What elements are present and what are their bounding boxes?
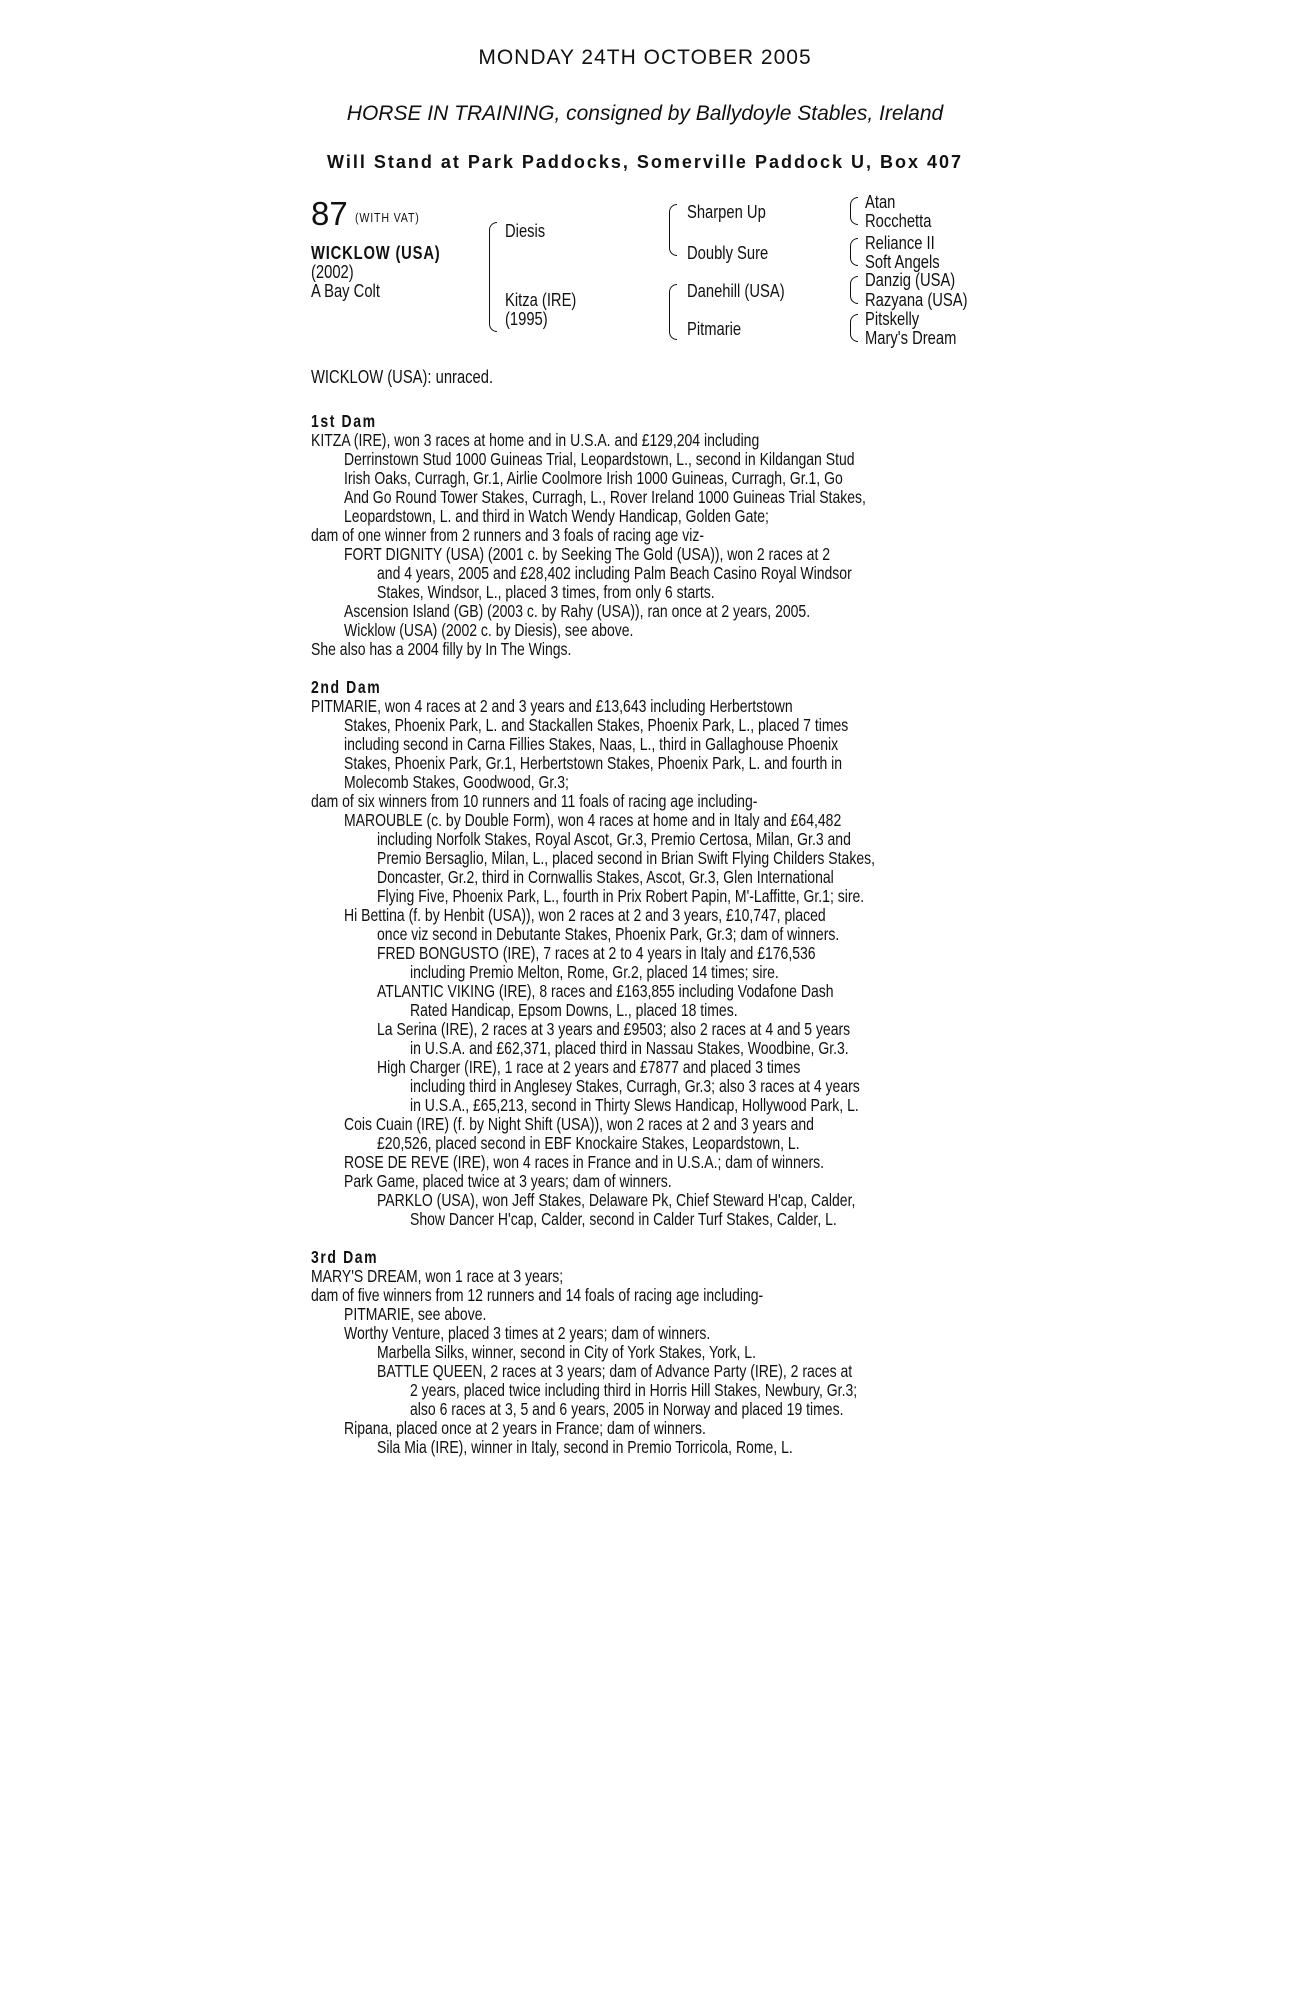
record-line: once viz second in Debutante Stakes, Phoenix Park, Gr.3; dam of winners. bbox=[377, 924, 840, 944]
pedigree-g3-danzig: Danzig (USA) bbox=[865, 270, 956, 290]
record-line: PARKLO (USA), won Jeff Stakes, Delaware Pk, Chief Steward H'cap, Calder, bbox=[377, 1190, 856, 1210]
horse-name: WICKLOW (USA) bbox=[311, 243, 441, 263]
record-line: High Charger (IRE), 1 race at 2 years and £7877 and placed 3 times bbox=[377, 1057, 801, 1077]
record-line: FRED BONGUSTO (IRE), 7 races at 2 to 4 years in Italy and £176,536 bbox=[377, 943, 816, 963]
record-line: ROSE DE REVE (IRE), won 4 races in France and in U.S.A.; dam of winners. bbox=[344, 1152, 825, 1172]
record-line: including Norfolk Stakes, Royal Ascot, Gr.3, Premio Certosa, Milan, Gr.3 and bbox=[377, 829, 851, 849]
pedigree-g3-atan: Atan bbox=[865, 192, 896, 212]
record-line: 2 years, placed twice including third in Horris Hill Stakes, Newbury, Gr.3; bbox=[410, 1380, 858, 1400]
record-line: 2nd Dam bbox=[311, 677, 382, 697]
pedigree-sire: Diesis bbox=[505, 221, 546, 241]
pedigree-brace-sire-dam bbox=[489, 222, 497, 332]
record-line: also 6 races at 3, 5 and 6 years, 2005 in Norway and placed 19 times. bbox=[410, 1399, 844, 1419]
record-line: ATLANTIC VIKING (IRE), 8 races and £163,855 including Vodafone Dash bbox=[377, 981, 834, 1001]
stand-location: Will Stand at Park Paddocks, Somerville Paddock U, Box 407 bbox=[326, 152, 964, 172]
horse-description: A Bay Colt bbox=[311, 281, 380, 301]
pedigree-brace-g3-4 bbox=[850, 314, 858, 342]
record-line: in U.S.A., £65,213, second in Thirty Slews Handicap, Hollywood Park, L. bbox=[410, 1095, 859, 1115]
record-line: Flying Five, Phoenix Park, L., fourth in Prix Robert Papin, M'-Laffitte, Gr.1; sire. bbox=[377, 886, 865, 906]
record-line: PITMARIE, see above. bbox=[344, 1304, 487, 1324]
record-line: Rated Handicap, Epsom Downs, L., placed 18 times. bbox=[410, 1000, 738, 1020]
record-line: Derrinstown Stud 1000 Guineas Trial, Leopardstown, L., second in Kildangan Stud bbox=[344, 449, 855, 469]
lot-number: 87 bbox=[311, 195, 348, 232]
pedigree-brace-sire-parents bbox=[669, 204, 677, 256]
pedigree-brace-dam-parents bbox=[669, 284, 677, 340]
pedigree-dam-sire: Danehill (USA) bbox=[687, 281, 785, 301]
race-summary: WICKLOW (USA): unraced. bbox=[311, 367, 494, 387]
pedigree-sire-dam: Doubly Sure bbox=[687, 243, 769, 263]
record-line: FORT DIGNITY (USA) (2001 c. by Seeking The Gold (USA)), won 2 races at 2 bbox=[344, 544, 831, 564]
record-line: and 4 years, 2005 and £28,402 including Palm Beach Casino Royal Windsor bbox=[377, 563, 852, 583]
pedigree-g3-reliance: Reliance II bbox=[865, 233, 935, 253]
pedigree-brace-g3-2 bbox=[850, 238, 858, 266]
record-line: Wicklow (USA) (2002 c. by Diesis), see above. bbox=[344, 620, 634, 640]
record-line: Doncaster, Gr.2, third in Cornwallis Stakes, Ascot, Gr.3, Glen International bbox=[377, 867, 834, 887]
pedigree-g3-pitskelly: Pitskelly bbox=[865, 309, 920, 329]
pedigree-g3-marys-dream: Mary's Dream bbox=[865, 328, 957, 348]
pedigree-sire-sire: Sharpen Up bbox=[687, 202, 766, 222]
record-line: Stakes, Windsor, L., placed 3 times, from only 6 starts. bbox=[377, 582, 715, 602]
record-line: in U.S.A. and £62,371, placed third in Nassau Stakes, Woodbine, Gr.3. bbox=[410, 1038, 849, 1058]
record-line: Marbella Silks, winner, second in City of York Stakes, York, L. bbox=[377, 1342, 756, 1362]
pedigree-brace-g3-3 bbox=[850, 276, 858, 304]
record-line: Worthy Venture, placed 3 times at 2 years; dam of winners. bbox=[344, 1323, 711, 1343]
record-line: 3rd Dam bbox=[311, 1247, 379, 1267]
record-line: Hi Bettina (f. by Henbit (USA)), won 2 races at 2 and 3 years, £10,747, placed bbox=[344, 905, 826, 925]
record-line: MARY'S DREAM, won 1 race at 3 years; bbox=[311, 1266, 564, 1286]
record-line: Ripana, placed once at 2 years in France; dam of winners. bbox=[344, 1418, 706, 1438]
record-line: Park Game, placed twice at 3 years; dam of winners. bbox=[344, 1171, 672, 1191]
record-line: And Go Round Tower Stakes, Curragh, L., Rover Ireland 1000 Guineas Trial Stakes, bbox=[344, 487, 866, 507]
record-line: dam of six winners from 10 runners and 11 foals of racing age including- bbox=[311, 791, 758, 811]
pedigree-g3-razyana: Razyana (USA) bbox=[865, 290, 968, 310]
record-line: dam of five winners from 12 runners and 14 foals of racing age including- bbox=[311, 1285, 764, 1305]
record-line: Sila Mia (IRE), winner in Italy, second in Premio Torricola, Rome, L. bbox=[377, 1437, 793, 1457]
record-line: 1st Dam bbox=[311, 411, 377, 431]
pedigree-dam-year: (1995) bbox=[505, 309, 548, 329]
record-line: including Premio Melton, Rome, Gr.2, placed 14 times; sire. bbox=[410, 962, 779, 982]
record-line: La Serina (IRE), 2 races at 3 years and £9503; also 2 races at 4 and 5 years bbox=[377, 1019, 851, 1039]
horse-year: (2002) bbox=[311, 262, 354, 282]
record-line: including third in Anglesey Stakes, Curragh, Gr.3; also 3 races at 4 years bbox=[410, 1076, 860, 1096]
record-line: KITZA (IRE), won 3 races at home and in U.S.A. and £129,204 including bbox=[311, 430, 760, 450]
record-line: Molecomb Stakes, Goodwood, Gr.3; bbox=[344, 772, 569, 792]
record-line: Show Dancer H'cap, Calder, second in Calder Turf Stakes, Calder, L. bbox=[410, 1209, 837, 1229]
record-line: She also has a 2004 filly by In The Wings. bbox=[311, 639, 572, 659]
pedigree-brace-g3-1 bbox=[850, 197, 858, 225]
sale-date: MONDAY 24TH OCTOBER 2005 bbox=[478, 46, 812, 69]
record-line: Leopardstown, L. and third in Watch Wendy Handicap, Golden Gate; bbox=[344, 506, 769, 526]
record-line: including second in Carna Fillies Stakes, Naas, L., third in Gallaghouse Phoenix bbox=[344, 734, 839, 754]
pedigree-dam-dam: Pitmarie bbox=[687, 319, 742, 339]
record-line: PITMARIE, won 4 races at 2 and 3 years and £13,643 including Herbertstown bbox=[311, 696, 793, 716]
record-line: Irish Oaks, Curragh, Gr.1, Airlie Coolmore Irish 1000 Guineas, Curragh, Gr.1, Go bbox=[344, 468, 843, 488]
record-line: £20,526, placed second in EBF Knockaire Stakes, Leopardstown, L. bbox=[377, 1133, 800, 1153]
record-line: dam of one winner from 2 runners and 3 foals of racing age viz- bbox=[311, 525, 704, 545]
record-line: Stakes, Phoenix Park, Gr.1, Herbertstown Stakes, Phoenix Park, L. and fourth in bbox=[344, 753, 843, 773]
pedigree-g3-soft-angels: Soft Angels bbox=[865, 252, 940, 272]
record-line: Stakes, Phoenix Park, L. and Stackallen Stakes, Phoenix Park, L., placed 7 times bbox=[344, 715, 849, 735]
record-line: Cois Cuain (IRE) (f. by Night Shift (USA)), won 2 races at 2 and 3 years and bbox=[344, 1114, 814, 1134]
record-line: MAROUBLE (c. by Double Form), won 4 races at home and in Italy and £64,482 bbox=[344, 810, 842, 830]
consignor-line: HORSE IN TRAINING, consigned by Ballydoyle Stables, Ireland bbox=[346, 102, 944, 125]
record-line: Ascension Island (GB) (2003 c. by Rahy (USA)), ran once at 2 years, 2005. bbox=[344, 601, 811, 621]
pedigree-g3-rocchetta: Rocchetta bbox=[865, 211, 932, 231]
vat-note: (WITH VAT) bbox=[355, 210, 420, 225]
record-line: Premio Bersaglio, Milan, L., placed second in Brian Swift Flying Childers Stakes, bbox=[377, 848, 875, 868]
record-line: BATTLE QUEEN, 2 races at 3 years; dam of Advance Party (IRE), 2 races at bbox=[377, 1361, 853, 1381]
pedigree-dam: Kitza (IRE) bbox=[505, 290, 577, 310]
